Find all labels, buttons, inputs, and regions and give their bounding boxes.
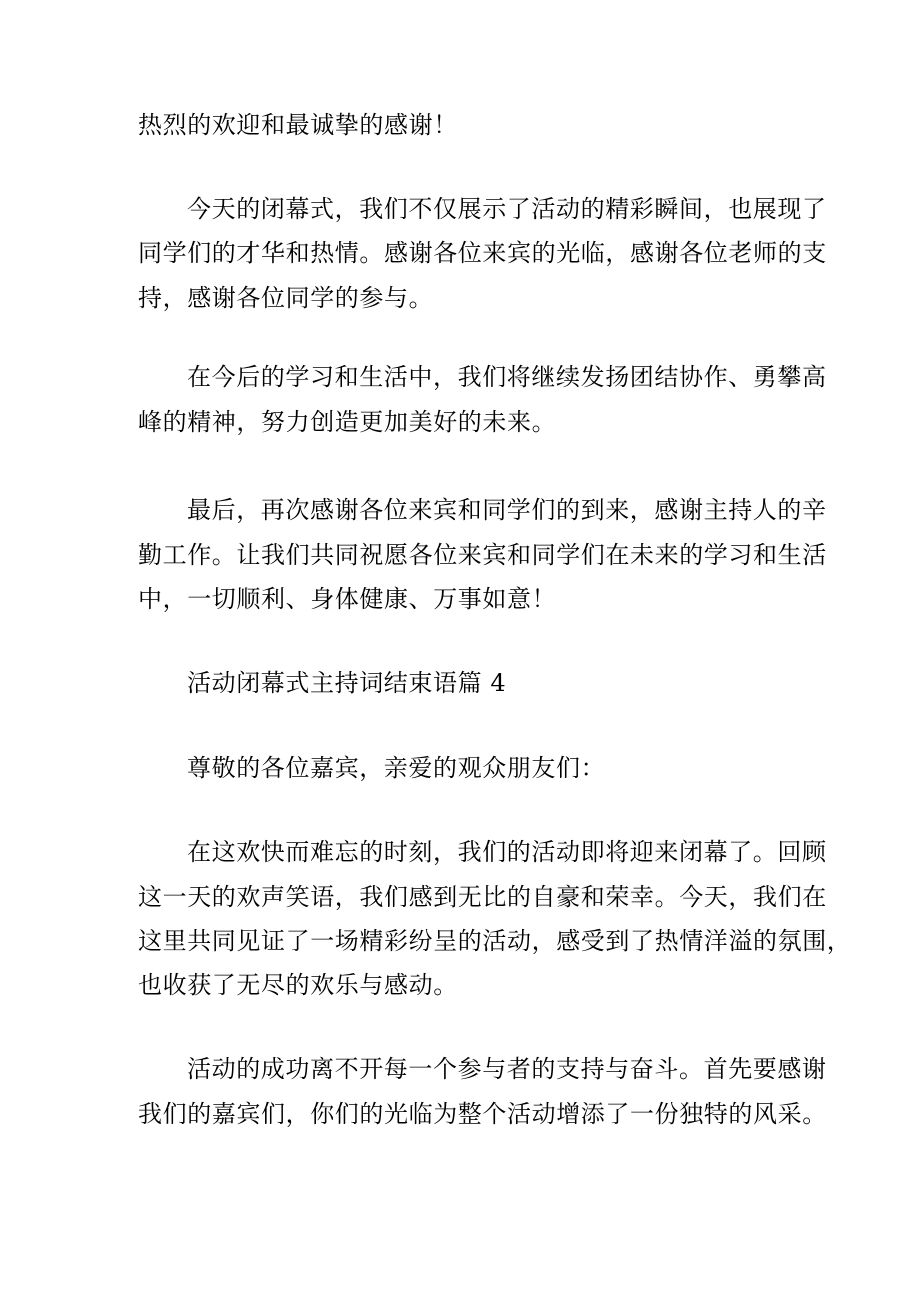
text-line: 热烈的欢迎和最诚挚的感谢！	[138, 111, 458, 139]
text-line: 这里共同见证了一场精彩纷呈的活动，感受到了热情洋溢的氛围，	[138, 927, 852, 955]
section-heading: 活动闭幕式主持词结束语篇 4	[187, 669, 507, 697]
text-line: 这一天的欢声笑语，我们感到无比的自豪和荣幸。今天，我们在	[138, 883, 827, 911]
text-line: 我们的嘉宾们，你们的光临为整个活动增添了一份独特的风采。	[138, 1100, 827, 1128]
text-line: 勤工作。让我们共同祝愿各位来宾和同学们在未来的学习和生活	[138, 541, 827, 569]
text-line: 同学们的才华和热情。感谢各位来宾的光临，感谢各位老师的支	[138, 239, 827, 267]
text-line: 在这欢快而难忘的时刻，我们的活动即将迎来闭幕了。回顾	[187, 838, 827, 866]
text-line: 最后，再次感谢各位来宾和同学们的到来，感谢主持人的辛	[187, 496, 827, 524]
text-line: 峰的精神，努力创造更加美好的未来。	[138, 408, 557, 436]
text-line: 也收获了无尽的欢乐与感动。	[138, 971, 458, 999]
text-line: 活动的成功离不开每一个参与者的支持与奋斗。首先要感谢	[187, 1055, 827, 1083]
text-line: 今天的闭幕式，我们不仅展示了活动的精彩瞬间，也展现了	[187, 195, 827, 223]
text-line: 尊敬的各位嘉宾，亲爱的观众朋友们：	[187, 754, 606, 782]
text-line: 中，一切顺利、身体健康、万事如意！	[138, 585, 557, 613]
text-line: 持，感谢各位同学的参与。	[138, 284, 434, 312]
text-line: 在今后的学习和生活中，我们将继续发扬团结协作、勇攀高	[187, 363, 827, 391]
